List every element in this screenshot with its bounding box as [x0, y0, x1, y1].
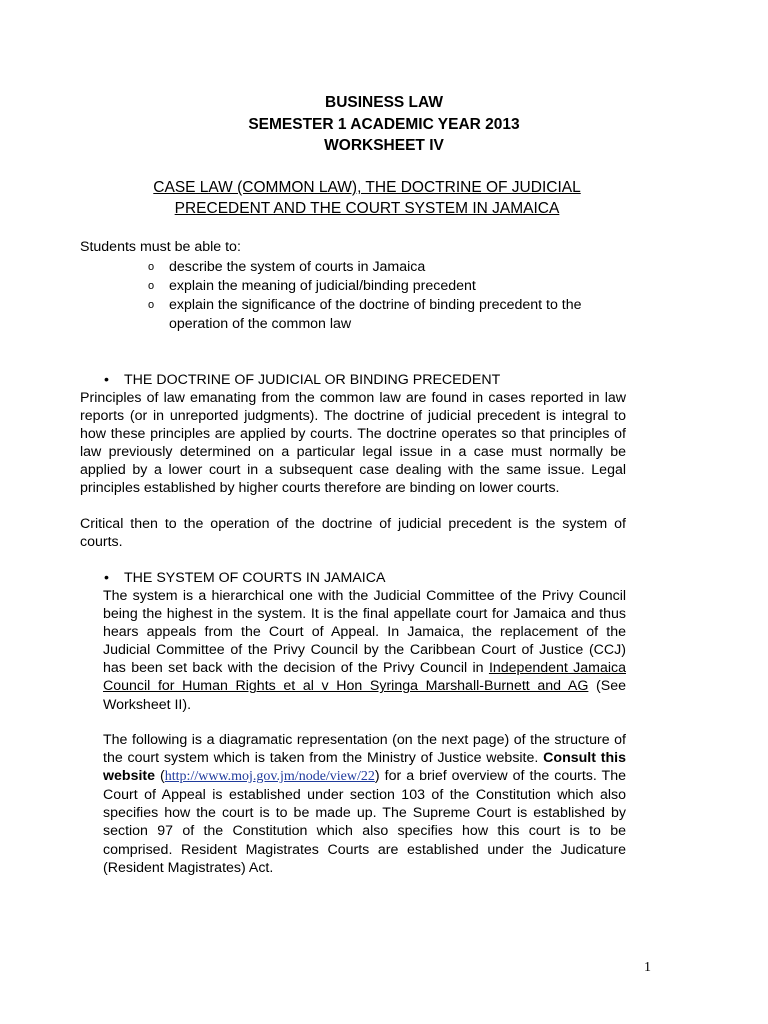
paragraph-text: ( — [155, 768, 165, 785]
bullet-icon: • — [104, 570, 109, 586]
circle-bullet-icon: o — [148, 280, 155, 292]
paragraph-text: ) for a brief overview of the courts. The Court of Appeal is established under section 103 of the Constitution which also specifies how the court is to be made up. The Supreme Court is established by section 97 of the Constitution which also specifies how this court is to be comprised. Resident Magistrates Courts are established under the Judicature (Resident Magistrates) Act. — [103, 768, 626, 876]
diagram-paragraph — [103, 731, 626, 877]
objective-text: explain the significance of the doctrine of binding precedent to the operation of the common law — [169, 297, 582, 332]
semester-title: SEMESTER 1 ACADEMIC YEAR 2013 — [248, 116, 520, 133]
course-title: BUSINESS LAW — [325, 94, 443, 111]
doctrine-paragraph: Principles of law emanating from the common law are found in cases reported in law reports (or in unreported judgments). The doctrine of judicial precedent is integral to how these principles are applied by courts. The doctrine operates so that principles of law previously determined on a particular legal issue in a case must normally be applied by a lower court in a subsequent case dealing with the same issue. Legal principles established by higher courts therefore are binding on lower courts. — [80, 390, 626, 497]
objective-text: describe the system of courts in Jamaica — [169, 259, 426, 275]
section-heading-courts — [104, 570, 385, 586]
section-heading-text: THE SYSTEM OF COURTS IN JAMAICA — [124, 570, 386, 586]
topic-title-line1: CASE LAW (COMMON LAW), THE DOCTRINE OF JUDICIAL — [153, 179, 581, 196]
list-item — [148, 277, 628, 296]
case-citation: Independent Jamaica Council for Human Rights et al v Hon Syringa Marshall-Burnett and AG — [103, 660, 627, 695]
list-item — [148, 296, 628, 334]
circle-bullet-icon: o — [148, 299, 155, 311]
objective-text: explain the meaning of judicial/binding precedent — [169, 278, 476, 294]
section-heading-doctrine — [104, 372, 500, 388]
page-number: 1 — [644, 960, 651, 975]
bullet-icon: • — [104, 372, 109, 388]
consult-emphasis: Consult this website — [103, 750, 626, 785]
critical-paragraph: Critical then to the operation of the doctrine of judicial precedent is the system of courts. — [80, 516, 626, 551]
circle-bullet-icon: o — [148, 261, 155, 273]
topic-title-line2: PRECEDENT AND THE COURT SYSTEM IN JAMAICA — [174, 200, 560, 217]
court-system-paragraph — [103, 587, 626, 714]
objectives-intro: Students must be able to: — [80, 239, 241, 255]
paragraph-text: The following is a diagramatic representation (on the next page) of the structure of the court system which is taken from the Ministry of Justice website. — [103, 732, 626, 767]
paragraph-text: (See Worksheet II). — [103, 678, 626, 713]
paragraph-text: The system is a hierarchical one with the Judicial Committee of the Privy Council being the highest in the system. It is the final appellate court for Jamaica and thus hears appeals from the Court of Appeal. In Jamaica, the replacement of the Judicial Committee of the Privy Council by the Caribbean Court of Justice (CCJ) has been set back with the decision of the Privy Council in — [103, 588, 626, 677]
list-item — [148, 258, 628, 277]
moj-website-link[interactable]: http://www.moj.gov.jm/node/view/22 — [164, 769, 375, 785]
objectives-list — [148, 258, 628, 334]
worksheet-title: WORKSHEET IV — [324, 137, 444, 154]
section-heading-text: THE DOCTRINE OF JUDICIAL OR BINDING PRECEDENT — [124, 372, 501, 388]
